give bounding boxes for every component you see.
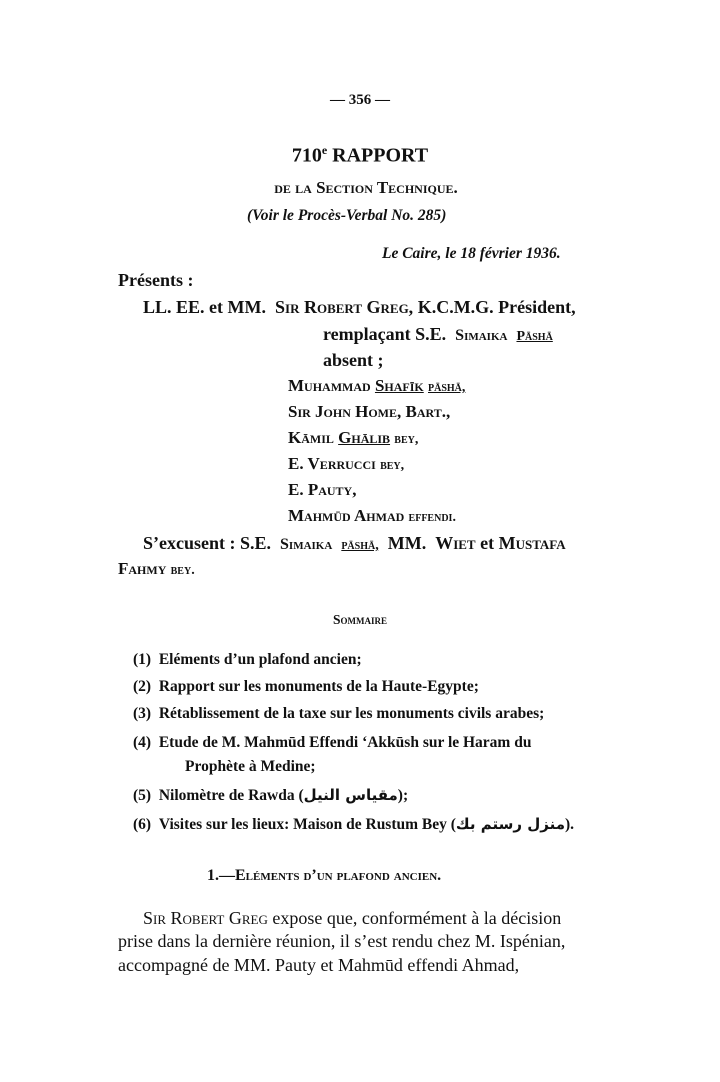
sommaire-item-5 xyxy=(133,786,408,805)
body-text: expose que, conformément à la décision xyxy=(267,908,562,928)
replacing-text: remplaçant S.E. xyxy=(323,324,447,344)
sommaire-text: Nilomètre de Rawda ( xyxy=(158,787,304,804)
replacing-line xyxy=(323,324,553,345)
excused-title-1: pāshā, xyxy=(341,538,379,553)
attendee-5 xyxy=(288,480,356,500)
attendee-3-extra: Ghālib xyxy=(338,428,391,447)
sommaire-text: Eléments d’un plafond ancien; xyxy=(158,651,362,668)
sommaire-item-6 xyxy=(133,815,574,834)
sommaire-num: (2) xyxy=(133,678,152,695)
reference-close: ) xyxy=(441,207,447,224)
presents-label: Présents : xyxy=(118,270,194,290)
attendee-4-title: bey, xyxy=(380,458,405,473)
excused-label: S’excusent : S.E. xyxy=(143,533,272,553)
sommaire-end: ); xyxy=(397,787,409,804)
sommaire-item-4-cont: Prophète à Medine; xyxy=(185,758,316,775)
sommaire-text: Rapport sur les monuments de la Haute-Egypte; xyxy=(158,678,479,695)
body-name: Sir Robert Greg xyxy=(143,908,268,928)
arabic-text: منزل رستم بك xyxy=(455,815,565,833)
sommaire-num: (5) xyxy=(133,787,152,804)
replaced-name: Simaika xyxy=(455,327,508,344)
attendee-6 xyxy=(288,506,456,526)
section-1-name: Eléments d’un plafond ancien. xyxy=(235,867,442,884)
sommaire-item-1 xyxy=(133,651,362,669)
president-name: Sir Robert Greg, xyxy=(275,297,414,317)
attendee-6-name: Mahmūd Ahmad xyxy=(288,506,405,525)
attendee-2-name: Sir John Home, xyxy=(288,402,402,421)
sommaire-text: Rétablissement de la taxe sur les monuments civils arabes; xyxy=(158,705,545,722)
replaced-title: Pāshā xyxy=(516,329,553,344)
arabic-text: مقياس النيل xyxy=(303,786,398,804)
sommaire-text: Etude de M. Mahmūd Effendi ‘Akkūsh sur le Haram du xyxy=(158,734,532,751)
section-1-number: 1.— xyxy=(207,867,235,884)
section-part-2: Section xyxy=(311,178,373,197)
president-title: K.C.M.G. Président, xyxy=(417,297,576,317)
body-line-1 xyxy=(143,908,561,929)
excused-name-2: Wiet xyxy=(435,533,476,553)
sommaire-title: Sommaire xyxy=(332,612,387,627)
excused-name-3: Mustafa xyxy=(498,533,566,553)
date-line: Le Caire, le 18 février 1936. xyxy=(382,245,561,262)
attendee-5-name: E. Pauty, xyxy=(288,480,357,499)
excused-line-1 xyxy=(143,533,566,554)
section-1-heading xyxy=(207,867,441,885)
attendee-3-name: Kāmil xyxy=(288,428,334,447)
excused-title-3: bey. xyxy=(170,563,195,578)
attendee-3 xyxy=(288,428,418,448)
attendee-1 xyxy=(288,376,465,396)
sommaire-num: (6) xyxy=(133,816,152,833)
section-title xyxy=(6,178,720,198)
sommaire-num: (4) xyxy=(133,734,152,751)
sommaire-item-3 xyxy=(133,705,544,723)
section-part-1: de la xyxy=(274,178,312,197)
attendee-3-title: bey, xyxy=(394,432,419,447)
attendee-1-title: pāshā, xyxy=(428,380,466,395)
reference-text: Voir le Procès-Verbal No. 285 xyxy=(252,207,442,224)
attendee-6-title: effendi. xyxy=(408,510,456,525)
sommaire-item-4 xyxy=(133,734,531,752)
page-number: — 356 — xyxy=(330,92,390,108)
attendee-1-extra: Shafīk xyxy=(374,376,424,395)
absent-line: absent ; xyxy=(323,350,384,370)
excused-line-2 xyxy=(118,559,195,579)
sommaire-num: (1) xyxy=(133,651,152,668)
reference-open: ( xyxy=(247,207,253,224)
body-line-3: accompagné de MM. Pauty et Mahmūd effendi Ahmad, xyxy=(118,955,520,975)
sommaire-end: ). xyxy=(565,816,575,833)
report-title-number: 710 xyxy=(291,144,322,167)
excused-name-1: Simaika xyxy=(280,536,333,553)
attendees-lead: LL. EE. et MM. xyxy=(143,297,266,317)
attendee-2 xyxy=(288,402,450,422)
attendee-4 xyxy=(288,454,404,474)
sommaire-num: (3) xyxy=(133,705,152,722)
attendee-2-title: Bart., xyxy=(405,402,451,421)
sommaire-item-2 xyxy=(133,678,479,696)
section-part-3: Technique. xyxy=(372,178,458,197)
excused-name-3b: Fahmy xyxy=(118,559,167,578)
attendee-president-line xyxy=(143,297,576,318)
report-title-word: RAPPORT xyxy=(327,144,429,167)
excused-mm: MM. xyxy=(387,533,427,553)
body-line-2: prise dans la dernière réunion, il s’est rendu chez M. Ispénian, xyxy=(118,931,566,951)
report-title xyxy=(0,143,720,168)
reference-line xyxy=(247,207,446,225)
excused-et: et xyxy=(480,533,495,553)
attendee-1-name: Muhammad xyxy=(288,376,371,395)
report-title-ordinal: e xyxy=(321,143,328,157)
sommaire-text: Visites sur les lieux: Maison de Rustum Bey ( xyxy=(158,816,456,833)
attendee-4-name: E. Verrucci xyxy=(288,454,376,473)
